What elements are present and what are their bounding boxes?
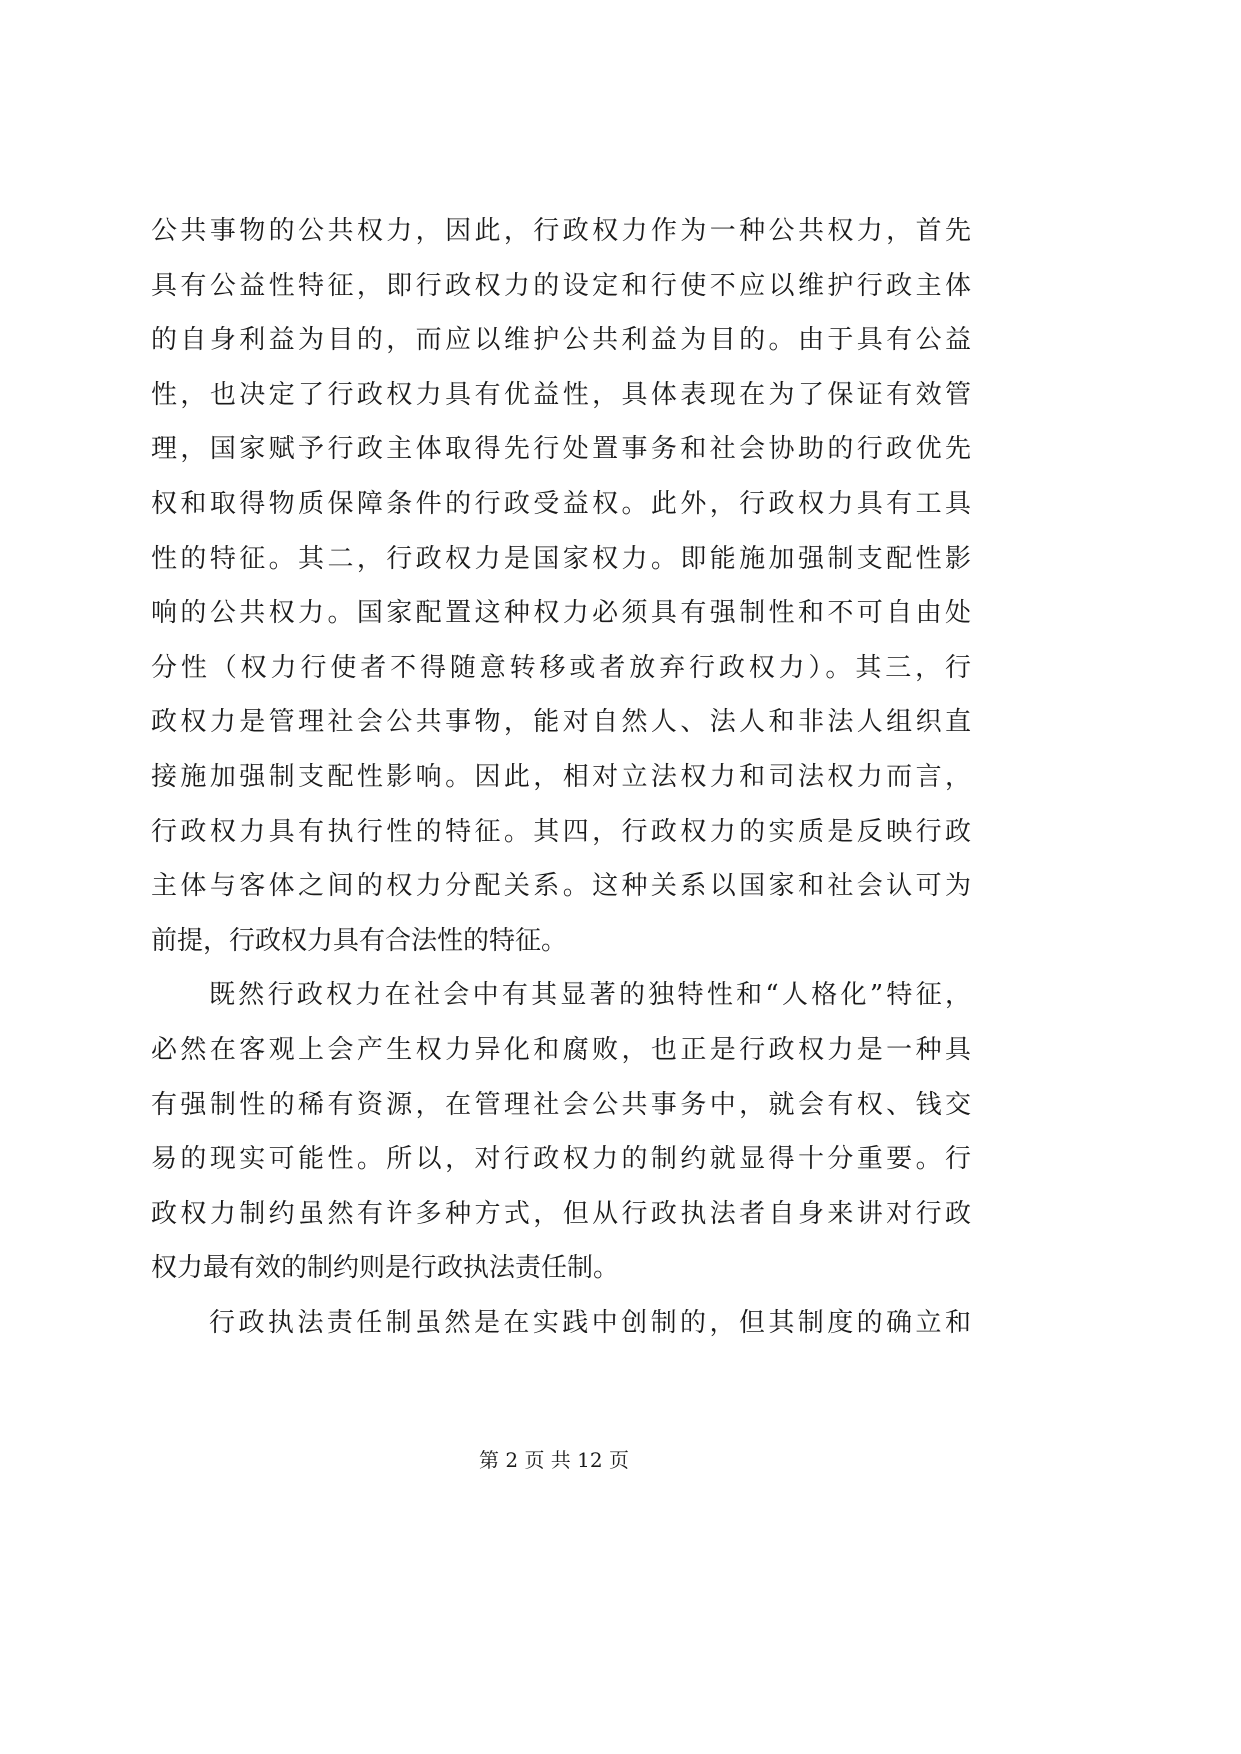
text-line: 分性（权力行使者不得随意转移或者放弃行政权力）。其三，行 (151, 652, 971, 683)
text-line: 行政权力具有执行性的特征。其四，行政权力的实质是反映行政 (151, 816, 971, 847)
text-line: 易的现实可能性。所以，对行政权力的制约就显得十分重要。行 (151, 1144, 971, 1175)
text-line: 接施加强制支配性影响。因此，相对立法权力和司法权力而言， (151, 761, 971, 792)
text-line: 必然在客观上会产生权力异化和腐败，也正是行政权力是一种具 (151, 1034, 971, 1065)
text-line: 的自身利益为目的，而应以维护公共利益为目的。由于具有公益 (151, 325, 971, 356)
paragraph-first-line: 行政执法责任制虽然是在实践中创制的，但其制度的确立和 (209, 1307, 971, 1338)
body-text (151, 210, 971, 1356)
text-line: 性，也决定了行政权力具有优益性，具体表现在为了保证有效管 (151, 379, 971, 410)
text-line: 权力最有效的制约则是行政执法责任制。 (151, 1253, 620, 1284)
text-line: 主体与客体之间的权力分配关系。这种关系以国家和社会认可为 (151, 871, 971, 902)
text-line: 政权力是管理社会公共事物，能对自然人、法人和非法人组织直 (151, 707, 971, 738)
text-line: 政权力制约虽然有许多种方式，但从行政执法者自身来讲对行政 (151, 1198, 971, 1229)
text-line: 理，国家赋予行政主体取得先行处置事务和社会协助的行政优先 (151, 434, 971, 465)
text-line: 公共事物的公共权力，因此，行政权力作为一种公共权力，首先 (151, 216, 971, 246)
text-line: 前提，行政权力具有合法性的特征。 (151, 925, 568, 956)
text-line: 具有公益性特征，即行政权力的设定和行使不应以维护行政主体 (151, 270, 971, 301)
text-line: 响的公共权力。国家配置这种权力必须具有强制性和不可自由处 (151, 598, 971, 629)
paragraph-first-line: 既然行政权力在社会中有其显著的独特性和“人格化”特征， (209, 980, 971, 1011)
text-line: 权和取得物质保障条件的行政受益权。此外，行政权力具有工具 (151, 488, 971, 519)
text-line: 有强制性的稀有资源，在管理社会公共事务中，就会有权、钱交 (151, 1089, 971, 1120)
text-line: 性的特征。其二，行政权力是国家权力。即能施加强制支配性影 (151, 543, 971, 574)
page-number-footer: 第 2 页 共 12 页 (479, 1448, 629, 1472)
